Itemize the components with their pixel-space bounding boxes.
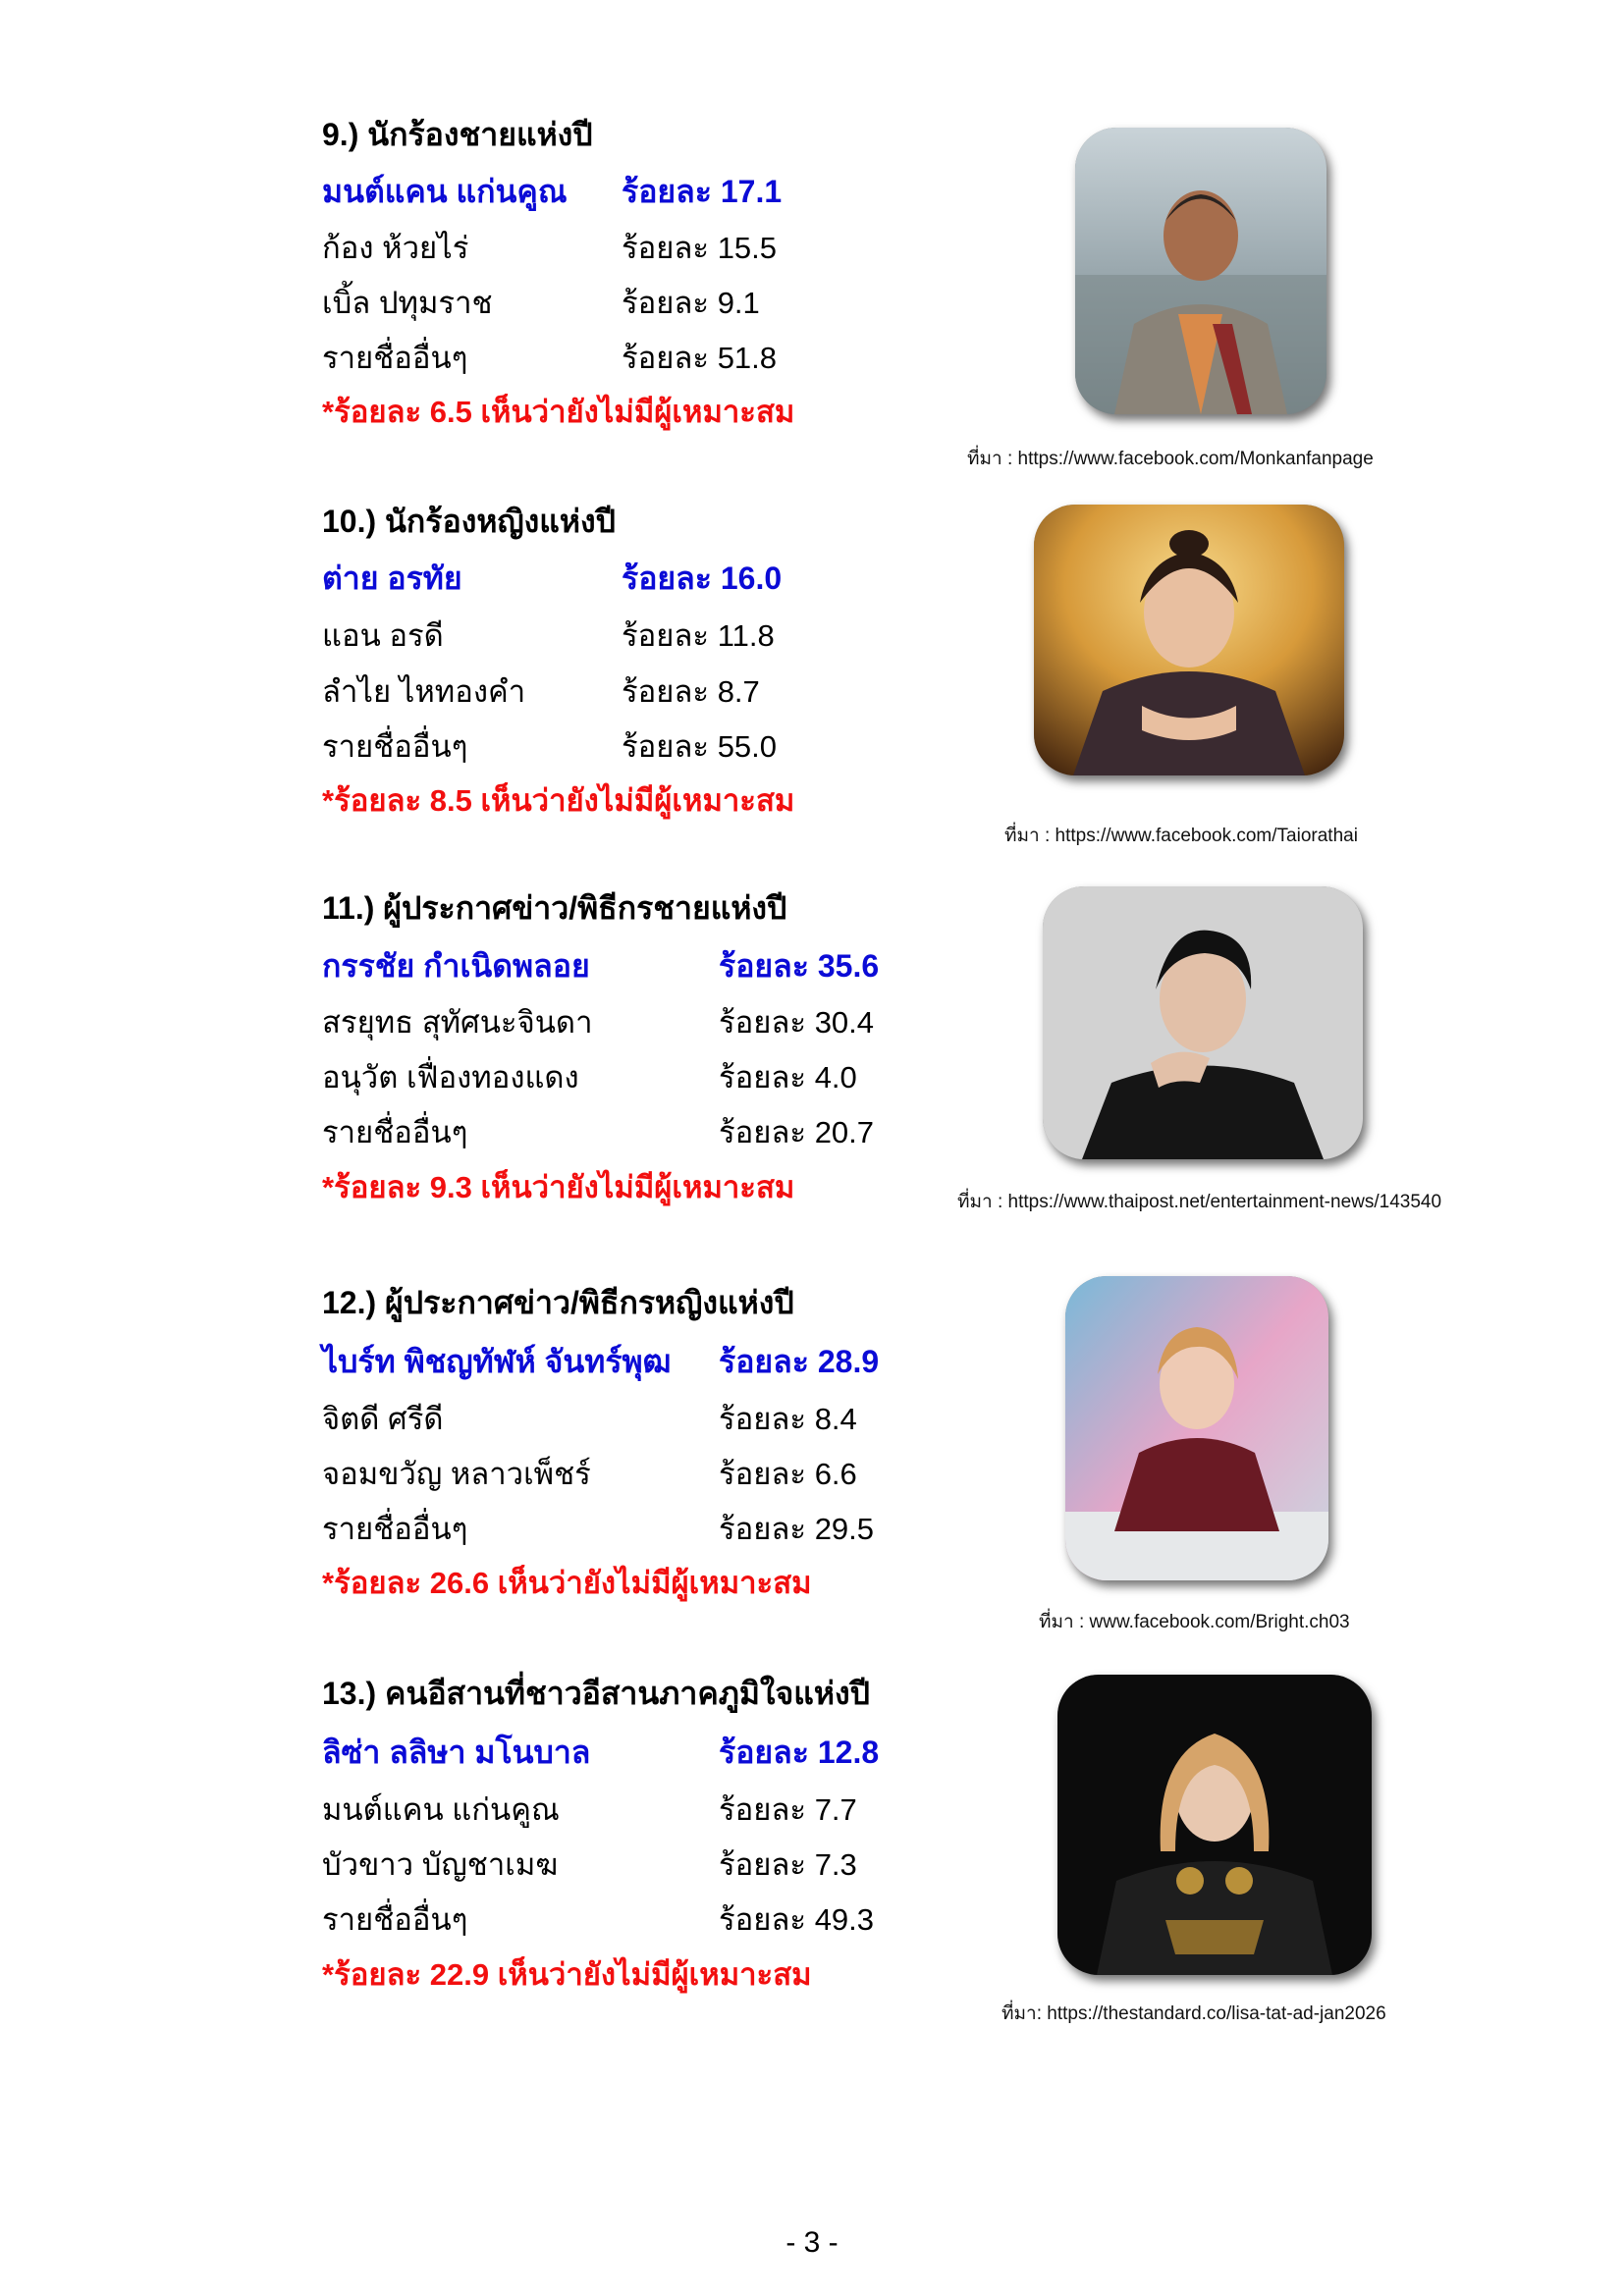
nominee-name: กรรชัย กำเนิดพลอย xyxy=(322,948,590,984)
nominee-name: ลำไย ไหทองคำ xyxy=(322,674,526,709)
nominee-name: รายชื่ออื่นๆ xyxy=(322,1115,468,1149)
nominee-percent: ร้อยละ 12.8 xyxy=(719,1735,880,1770)
nominee-name: บัวขาว บัญชาเมฆ xyxy=(322,1847,559,1882)
nominee-name: สรยุทธ สุทัศนะจินดา xyxy=(322,1005,593,1040)
nominee-percent: ร้อยละ 8.7 xyxy=(622,674,760,709)
nominee-name: ต่าย อรทัย xyxy=(322,561,462,596)
nominee-name: จิตดี ศรีดี xyxy=(322,1402,444,1436)
nominee-percent: ร้อยละ 7.7 xyxy=(719,1792,857,1827)
image-source: ที่มา : https://www.facebook.com/Taiorathai xyxy=(1004,826,1358,846)
section-title: 9.) นักร้องชายแห่งปี xyxy=(322,117,593,152)
nominee-percent: ร้อยละ 7.3 xyxy=(719,1847,857,1882)
nominee-name: ลิซ่า ลลิษา มโนบาล xyxy=(322,1735,591,1770)
section-title: 10.) นักร้องหญิงแห่งปี xyxy=(322,504,616,539)
nominee-name: จอมขวัญ หลาวเพ็ชร์ xyxy=(322,1457,591,1491)
nominee-percent: ร้อยละ 28.9 xyxy=(719,1344,880,1379)
image-source: ที่มา : https://www.facebook.com/Monkanfanpage xyxy=(967,449,1374,469)
no-suitable-note: *ร้อยละ 22.9 เห็นว่ายังไม่มีผู้เหมาะสม xyxy=(322,1957,812,1992)
nominee-name: มนต์แคน แก่นคูณ xyxy=(322,174,568,209)
nominee-percent: ร้อยละ 30.4 xyxy=(719,1005,875,1040)
nominee-name: อนุวัต เฟื่องทองแดง xyxy=(322,1060,579,1095)
nominee-percent: ร้อยละ 51.8 xyxy=(622,341,778,375)
nominee-photo xyxy=(1065,1276,1328,1580)
nominee-name: เบิ้ล ปทุมราช xyxy=(322,286,493,320)
nominee-percent: ร้อยละ 49.3 xyxy=(719,1902,875,1937)
nominee-name: รายชื่ออื่นๆ xyxy=(322,1512,468,1546)
nominee-percent: ร้อยละ 11.8 xyxy=(622,618,775,653)
no-suitable-note: *ร้อยละ 9.3 เห็นว่ายังไม่มีผู้เหมาะสม xyxy=(322,1170,795,1204)
nominee-photo xyxy=(1075,128,1326,414)
nominee-percent: ร้อยละ 15.5 xyxy=(622,231,778,265)
nominee-name: รายชื่ออื่นๆ xyxy=(322,1902,468,1937)
nominee-name: รายชื่ออื่นๆ xyxy=(322,341,468,375)
image-source: ที่มา : https://www.thaipost.net/entertainment-news/143540 xyxy=(957,1192,1442,1212)
nominee-name: รายชื่ออื่นๆ xyxy=(322,729,468,764)
nominee-percent: ร้อยละ 4.0 xyxy=(719,1060,857,1095)
nominee-percent: ร้อยละ 20.7 xyxy=(719,1115,875,1149)
page-number: - 3 - xyxy=(785,2226,839,2259)
nominee-name: ไบร์ท พิชญทัฬห์ จันทร์พุฒ xyxy=(322,1344,672,1379)
nominee-percent: ร้อยละ 16.0 xyxy=(622,561,783,596)
nominee-name: มนต์แคน แก่นคูณ xyxy=(322,1792,560,1827)
image-source: ที่มา : www.facebook.com/Bright.ch03 xyxy=(1039,1612,1350,1632)
nominee-percent: ร้อยละ 8.4 xyxy=(719,1402,857,1436)
nominee-percent: ร้อยละ 17.1 xyxy=(622,174,783,209)
no-suitable-note: *ร้อยละ 6.5 เห็นว่ายังไม่มีผู้เหมาะสม xyxy=(322,395,795,429)
nominee-percent: ร้อยละ 29.5 xyxy=(719,1512,875,1546)
image-source: ที่มา: https://thestandard.co/lisa-tat-ad-jan2026 xyxy=(1001,2003,1386,2024)
section-title: 13.) คนอีสานที่ชาวอีสานภาคภูมิใจแห่งปี xyxy=(322,1676,870,1711)
nominee-name: แอน อรดี xyxy=(322,618,444,653)
nominee-percent: ร้อยละ 35.6 xyxy=(719,948,880,984)
nominee-percent: ร้อยละ 6.6 xyxy=(719,1457,857,1491)
nominee-percent: ร้อยละ 9.1 xyxy=(622,286,760,320)
nominee-photo xyxy=(1043,886,1363,1159)
section-title: 12.) ผู้ประกาศข่าว/พิธีกรหญิงแห่งปี xyxy=(322,1285,794,1320)
no-suitable-note: *ร้อยละ 8.5 เห็นว่ายังไม่มีผู้เหมาะสม xyxy=(322,783,795,818)
nominee-photo xyxy=(1034,505,1344,775)
nominee-percent: ร้อยละ 55.0 xyxy=(622,729,778,764)
no-suitable-note: *ร้อยละ 26.6 เห็นว่ายังไม่มีผู้เหมาะสม xyxy=(322,1566,812,1600)
section-title: 11.) ผู้ประกาศข่าว/พิธีกรชายแห่งปี xyxy=(322,890,787,926)
nominee-photo xyxy=(1057,1675,1372,1975)
nominee-name: ก้อง ห้วยไร่ xyxy=(322,231,469,265)
